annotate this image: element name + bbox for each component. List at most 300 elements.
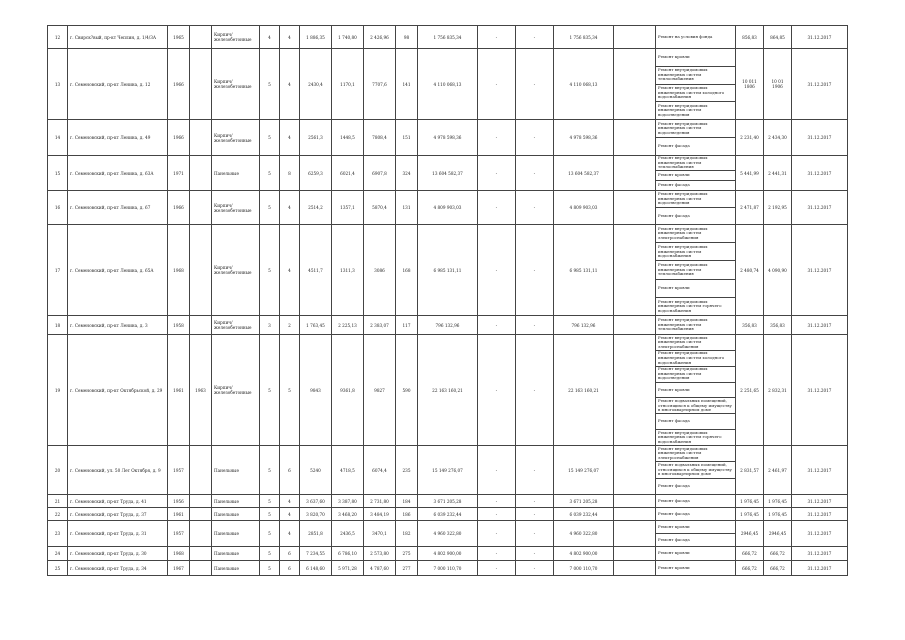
cell-n: 14	[48, 120, 68, 156]
cell-c2: -	[516, 120, 554, 156]
cell-floors: 5	[260, 495, 280, 508]
cell-date: 31.12.2017	[792, 156, 848, 191]
cell-year2	[190, 547, 212, 561]
cell-floors: 5	[260, 561, 280, 576]
cell-area1: 6259,3	[300, 156, 332, 191]
cell-year: 1966	[168, 120, 190, 156]
cell-p2: 2 192,95	[764, 191, 792, 225]
cell-date: 31.12.2017	[792, 26, 848, 49]
work-item: Ремонт фасада	[656, 207, 735, 224]
work-item: Ремонт внутридомовых инженерных систем холодного водоснабжения	[656, 350, 735, 366]
table-row	[48, 547, 848, 561]
table-row	[48, 508, 848, 521]
cell-date: 31.12.2017	[792, 561, 848, 576]
cell-floors: 5	[260, 191, 280, 225]
table-row	[48, 49, 848, 120]
cell-floors: 5	[260, 508, 280, 521]
work-item: Ремонт на условия фонда	[658, 33, 713, 39]
table-row	[48, 191, 848, 225]
cell-area1: 1 763,45	[300, 316, 332, 335]
work-item: Ремонт кровли	[656, 170, 735, 180]
cell-p2: 10 01 1906	[764, 49, 792, 120]
cell-cost: 7 000 110,70	[418, 561, 478, 576]
cell-c2: -	[516, 156, 554, 191]
cell-n: 23	[48, 521, 68, 547]
cell-year: 1961	[168, 335, 190, 446]
empty-cell	[614, 316, 656, 335]
work-item: Ремонт внутридомовых инженерных систем водоотведения	[656, 366, 735, 382]
cell-c2: -	[516, 508, 554, 521]
work-item: Ремонт кровли	[658, 550, 690, 556]
cell-area2: 2436,5	[332, 521, 364, 547]
work-item: Ремонт внутридомовых инженерных систем электроснабжения	[658, 225, 708, 240]
cell-area1: 2561,3	[300, 120, 332, 156]
cell-n: 22	[48, 508, 68, 521]
cell-entrances: 4	[280, 26, 300, 49]
empty-cell	[614, 547, 656, 561]
cell-address: г. Свирск?вый, пр-кт Чеплин, д. 1/4/3А	[68, 26, 168, 49]
cell-wall: Кирпич/ железобетонные	[212, 191, 260, 225]
cell-c1: -	[478, 49, 516, 120]
cell-date: 31.12.2017	[792, 49, 848, 120]
cell-c2: -	[516, 225, 554, 316]
cell-area2: 6021,4	[332, 156, 364, 191]
work-item: Ремонт подвальных помещений, относящихся к общему имуществу в многоквартирном доме	[656, 397, 735, 413]
cell-year: 1967	[168, 561, 190, 576]
cell-cost: 4 110 068,13	[418, 49, 478, 120]
cell-c2: -	[516, 521, 554, 547]
cell-area3: 3470,1	[364, 521, 396, 547]
cell-year: 1968	[168, 547, 190, 561]
cell-c2: -	[516, 547, 554, 561]
cell-total: 4 978 598,36	[554, 120, 614, 156]
cell-area1: 3 820,70	[300, 508, 332, 521]
cell-year2: 1963	[190, 335, 212, 446]
cell-area3: 2 426,96	[364, 26, 396, 49]
empty-cell	[614, 495, 656, 508]
cell-year2	[190, 120, 212, 156]
work-item: Ремонт кровли	[656, 382, 735, 398]
works-cell	[656, 495, 736, 508]
cell-area2: 1 740,80	[332, 26, 364, 49]
empty-cell	[614, 156, 656, 191]
cell-floors: 5	[260, 49, 280, 120]
cell-c1: -	[478, 335, 516, 446]
cell-p2: 2 441,31	[764, 156, 792, 191]
table-row	[48, 446, 848, 495]
work-item: Ремонт фасада	[656, 533, 735, 546]
cell-cost: 4 978 598,36	[418, 120, 478, 156]
cell-area2: 5 971,28	[332, 561, 364, 576]
cell-entrances: 4	[280, 191, 300, 225]
cell-date: 31.12.2017	[792, 225, 848, 316]
cell-year: 1961	[168, 508, 190, 521]
cell-area3: 3 484,19	[364, 508, 396, 521]
cell-cost: 3 671 205,28	[418, 495, 478, 508]
cell-date: 31.12.2017	[792, 547, 848, 561]
cell-residents: 277	[396, 561, 418, 576]
cell-wall: Панельные	[212, 156, 260, 191]
cell-entrances: 4	[280, 508, 300, 521]
cell-year2	[190, 446, 212, 495]
cell-residents: 168	[396, 225, 418, 316]
cell-address: г. Семеновский, пр-кт Труда, д. 37	[68, 508, 168, 521]
cell-floors: 5	[260, 547, 280, 561]
empty-cell	[614, 508, 656, 521]
cell-area2: 4718,5	[332, 446, 364, 495]
works-cell	[656, 316, 736, 335]
cell-n: 15	[48, 156, 68, 191]
cell-c1: -	[478, 156, 516, 191]
cell-p2: 2 832,31	[764, 335, 792, 446]
cell-wall: Кирпич/ железобетонные	[212, 120, 260, 156]
cell-entrances: 6	[280, 547, 300, 561]
work-item: Ремонт фасада	[658, 510, 690, 516]
cell-area1: 7 234,55	[300, 547, 332, 561]
work-item: Ремонт внутридомовых инженерных систем холодного водоснабжения	[656, 84, 735, 102]
cell-total: 6 039 232,44	[554, 508, 614, 521]
cell-cost: 4 960 322,80	[418, 521, 478, 547]
cell-area3: 3086	[364, 225, 396, 316]
cell-area3: 2 573,80	[364, 547, 396, 561]
empty-cell	[614, 225, 656, 316]
cell-year: 1956	[168, 495, 190, 508]
cell-p2: 666,72	[764, 561, 792, 576]
cell-c2: -	[516, 446, 554, 495]
cell-n: 16	[48, 191, 68, 225]
cell-residents: 186	[396, 508, 418, 521]
cell-year2	[190, 49, 212, 120]
cell-total: 4 960 322,80	[554, 521, 614, 547]
work-item: Ремонт кровли	[658, 54, 690, 60]
cell-residents: 275	[396, 547, 418, 561]
work-item: Ремонт внутридомовых инженерных систем теплоснабжения	[658, 155, 708, 170]
cell-cost: 4 802 900,00	[418, 547, 478, 561]
work-item: Ремонт внутридомовых инженерных систем водоотведения	[658, 191, 708, 206]
cell-c2: -	[516, 49, 554, 120]
cell-p1: 856,83	[736, 26, 764, 49]
cell-p2: 2 461,97	[764, 446, 792, 495]
cell-c1: -	[478, 495, 516, 508]
cell-c1: -	[478, 26, 516, 49]
cell-c2: -	[516, 26, 554, 49]
cell-total: 6 985 131,11	[554, 225, 614, 316]
cell-area2: 3 468,20	[332, 508, 364, 521]
cell-entrances: 4	[280, 225, 300, 316]
empty-cell	[614, 191, 656, 225]
cell-address: г. Семеновский, пр-кт Труда, д. 41	[68, 495, 168, 508]
cell-p1: 666,72	[736, 561, 764, 576]
cell-p2: 1 976,45	[764, 495, 792, 508]
cell-floors: 5	[260, 156, 280, 191]
works-cell	[656, 225, 736, 316]
cell-year: 1971	[168, 156, 190, 191]
cell-address: г. Семеновский, пр-кт Труда, д. 34	[68, 561, 168, 576]
cell-floors: 5	[260, 521, 280, 547]
cell-total: 22 163 160,21	[554, 335, 614, 446]
table-row	[48, 316, 848, 335]
cell-year: 1966	[168, 191, 190, 225]
cell-p1: 2 231,40	[736, 120, 764, 156]
empty-cell	[614, 561, 656, 576]
cell-year2	[190, 156, 212, 191]
cell-p2: 666,72	[764, 547, 792, 561]
works-cell	[656, 521, 736, 547]
cell-year2	[190, 508, 212, 521]
cell-date: 31.12.2017	[792, 495, 848, 508]
cell-cost: 796 132,96	[418, 316, 478, 335]
works-cell	[656, 547, 736, 561]
cell-c2: -	[516, 495, 554, 508]
cell-area2: 1357,1	[332, 191, 364, 225]
cell-c1: -	[478, 446, 516, 495]
cell-c1: -	[478, 547, 516, 561]
cell-area1: 3 637,60	[300, 495, 332, 508]
cell-n: 25	[48, 561, 68, 576]
cell-cost: 15 149 276,07	[418, 446, 478, 495]
work-item: Ремонт фасада	[656, 180, 735, 190]
work-item: Ремонт фасада	[658, 497, 690, 503]
work-item: Ремонт внутридомовых инженерных систем горячего водоснабжения	[656, 297, 735, 315]
cell-address: г. Семеновский, пр-кт Труда, д. 31	[68, 521, 168, 547]
cell-c1: -	[478, 561, 516, 576]
cell-address: г. Семеновский, пр-кт Октябрьской, д. 29	[68, 335, 168, 446]
cell-year2	[190, 521, 212, 547]
cell-residents: 98	[396, 26, 418, 49]
cell-entrances: 4	[280, 495, 300, 508]
cell-wall: Панельные	[212, 547, 260, 561]
works-cell	[656, 191, 736, 225]
cell-year2	[190, 316, 212, 335]
cell-p1: 1 976,45	[736, 495, 764, 508]
cell-p2: 2946,45	[764, 521, 792, 547]
cell-cost: 1 756 835,34	[418, 26, 478, 49]
cell-year: 1966	[168, 49, 190, 120]
cell-p1: 2 480,74	[736, 225, 764, 316]
cell-year2	[190, 26, 212, 49]
cell-p1: 356,83	[736, 316, 764, 335]
table-row	[48, 335, 848, 446]
cell-c2: -	[516, 335, 554, 446]
cell-total: 1 756 835,34	[554, 26, 614, 49]
cell-n: 12	[48, 26, 68, 49]
cell-date: 31.12.2017	[792, 521, 848, 547]
cell-area1: 9843	[300, 335, 332, 446]
cell-cost: 13 604 582,37	[418, 156, 478, 191]
cell-floors: 5	[260, 120, 280, 156]
cell-area1: 2851,8	[300, 521, 332, 547]
cell-area3: 2 731,80	[364, 495, 396, 508]
works-cell	[656, 335, 736, 446]
cell-n: 18	[48, 316, 68, 335]
cell-c2: -	[516, 561, 554, 576]
cell-date: 31.12.2017	[792, 335, 848, 446]
cell-cost: 4 809 903,03	[418, 191, 478, 225]
cell-c2: -	[516, 191, 554, 225]
cell-total: 15 149 276,07	[554, 446, 614, 495]
cell-wall: Панельные	[212, 508, 260, 521]
cell-area1: 1 886,35	[300, 26, 332, 49]
cell-entrances: 2	[280, 316, 300, 335]
cell-date: 31.12.2017	[792, 446, 848, 495]
cell-date: 31.12.2017	[792, 316, 848, 335]
cell-area2: 1311,3	[332, 225, 364, 316]
cell-year: 1958	[168, 316, 190, 335]
cell-address: г. Семеновский, ул. 50 Лет Октября, д. 9	[68, 446, 168, 495]
table-row	[48, 495, 848, 508]
cell-total: 4 809 903,03	[554, 191, 614, 225]
cell-residents: 324	[396, 156, 418, 191]
work-item: Ремонт внутридомовых инженерных систем теплоснабжения	[658, 317, 708, 332]
cell-year2	[190, 225, 212, 316]
cell-c1: -	[478, 316, 516, 335]
cell-area3: 6074,4	[364, 446, 396, 495]
work-item: Ремонт внутридомовых инженерных систем теплоснабжения	[656, 66, 735, 84]
cell-entrances: 4	[280, 49, 300, 120]
cell-area2: 9361,8	[332, 335, 364, 446]
cell-n: 13	[48, 49, 68, 120]
cell-address: г. Семеновский, пр-кт Труда, д. 30	[68, 547, 168, 561]
cell-total: 4 110 068,13	[554, 49, 614, 120]
work-item: Ремонт кровли	[658, 523, 690, 529]
cell-wall: Кирпич/ железобетонные	[212, 335, 260, 446]
cell-p1: 2 831,57	[736, 446, 764, 495]
cell-address: г. Семеновский, пр-кт Ленина, д. 12	[68, 49, 168, 120]
cell-p2: 356,83	[764, 316, 792, 335]
cell-cost: 6 985 131,11	[418, 225, 478, 316]
cell-year: 1957	[168, 446, 190, 495]
cell-year2	[190, 191, 212, 225]
cell-p1: 1 976,45	[736, 508, 764, 521]
cell-residents: 235	[396, 446, 418, 495]
cell-p1: 2946,45	[736, 521, 764, 547]
cell-area2: 1448,5	[332, 120, 364, 156]
cell-address: г. Семеновский, пр-кт Ленина, д. 3	[68, 316, 168, 335]
cell-wall: Кирпич/ железобетонные	[212, 49, 260, 120]
cell-c1: -	[478, 191, 516, 225]
work-item: Ремонт фасада	[656, 478, 735, 494]
empty-cell	[614, 26, 656, 49]
cell-area2: 2 225,13	[332, 316, 364, 335]
cell-address: г. Семеновский, пр-кт Ленина, д. 63А	[68, 156, 168, 191]
cell-total: 13 604 582,37	[554, 156, 614, 191]
work-item: Ремонт подвальных помещений, относящихся к общему имуществу в многоквартирном доме	[656, 461, 735, 477]
table-row	[48, 225, 848, 316]
cell-area1: 6 148,60	[300, 561, 332, 576]
work-item: Ремонт фасада	[656, 413, 735, 429]
work-item: Ремонт внутридомовых инженерных систем водоснабжения	[656, 242, 735, 260]
cell-area1: 4511,7	[300, 225, 332, 316]
empty-cell	[614, 521, 656, 547]
work-item: Ремонт фасада	[656, 137, 735, 155]
cell-total: 4 802 900,00	[554, 547, 614, 561]
cell-c1: -	[478, 120, 516, 156]
table-row	[48, 561, 848, 576]
cell-area3: 6907,8	[364, 156, 396, 191]
cell-total: 3 671 205,28	[554, 495, 614, 508]
cell-residents: 151	[396, 120, 418, 156]
cell-area3: 4 787,60	[364, 561, 396, 576]
cell-area3: 9827	[364, 335, 396, 446]
cell-area2: 1170,1	[332, 49, 364, 120]
cell-wall: Панельные	[212, 495, 260, 508]
work-item: Ремонт внутридомовых инженерных систем водоотведения	[656, 101, 735, 119]
cell-p2: 1 976,45	[764, 508, 792, 521]
table-row	[48, 521, 848, 547]
works-cell	[656, 446, 736, 495]
cell-residents: 590	[396, 335, 418, 446]
cell-area2: 3 387,80	[332, 495, 364, 508]
cell-address: г. Семеновский, пр-кт Ленина, д. 67	[68, 191, 168, 225]
table-row	[48, 26, 848, 49]
work-item: Ремонт кровли	[658, 564, 690, 570]
cell-area1: 5240	[300, 446, 332, 495]
cell-entrances: 4	[280, 521, 300, 547]
work-item: Ремонт внутридомовых инженерных систем электроснабжения	[658, 334, 708, 349]
cell-cost: 22 163 160,21	[418, 335, 478, 446]
cell-year: 1968	[168, 225, 190, 316]
cell-area1: 2430,4	[300, 49, 332, 120]
cell-address: г. Семеновский, пр-кт Ленина, д. 65А	[68, 225, 168, 316]
cell-wall: Панельные	[212, 561, 260, 576]
cell-area3: 5870,4	[364, 191, 396, 225]
works-cell	[656, 508, 736, 521]
cell-residents: 141	[396, 49, 418, 120]
cell-area3: 7707,6	[364, 49, 396, 120]
cell-residents: 182	[396, 521, 418, 547]
cell-total: 7 000 110,70	[554, 561, 614, 576]
cell-entrances: 6	[280, 446, 300, 495]
cell-floors: 5	[260, 335, 280, 446]
cell-entrances: 8	[280, 156, 300, 191]
cell-n: 21	[48, 495, 68, 508]
cell-p1: 10 011 1806	[736, 49, 764, 120]
cell-residents: 131	[396, 191, 418, 225]
works-cell	[656, 26, 736, 49]
cell-residents: 184	[396, 495, 418, 508]
cell-p2: 4 090,90	[764, 225, 792, 316]
cell-wall: Кирпич/ железобетонные	[212, 26, 260, 49]
cell-n: 24	[48, 547, 68, 561]
cell-year2	[190, 495, 212, 508]
cell-c2: -	[516, 316, 554, 335]
cell-p1: 666,72	[736, 547, 764, 561]
cell-wall: Кирпич/ железобетонные	[212, 316, 260, 335]
works-cell	[656, 156, 736, 191]
cell-p2: 2 434,30	[764, 120, 792, 156]
cell-wall: Панельные	[212, 521, 260, 547]
cell-date: 31.12.2017	[792, 191, 848, 225]
cell-c1: -	[478, 225, 516, 316]
cell-year2	[190, 561, 212, 576]
work-item: Ремонт внутридомовых инженерных систем горячего водоснабжения	[656, 429, 735, 445]
cell-area2: 6 786,10	[332, 547, 364, 561]
works-cell	[656, 561, 736, 576]
cell-p1: 5 441,99	[736, 156, 764, 191]
cell-n: 17	[48, 225, 68, 316]
empty-cell	[614, 446, 656, 495]
cell-area1: 2514,2	[300, 191, 332, 225]
cell-n: 20	[48, 446, 68, 495]
cell-area3: 2 383,07	[364, 316, 396, 335]
work-item: Ремонт внутридомовых инженерных систем теплоснабжения	[656, 260, 735, 278]
cell-p1: 2 471,87	[736, 191, 764, 225]
empty-cell	[614, 49, 656, 120]
cell-c1: -	[478, 521, 516, 547]
register-table	[47, 25, 848, 576]
cell-p2: 864,85	[764, 26, 792, 49]
cell-c1: -	[478, 508, 516, 521]
